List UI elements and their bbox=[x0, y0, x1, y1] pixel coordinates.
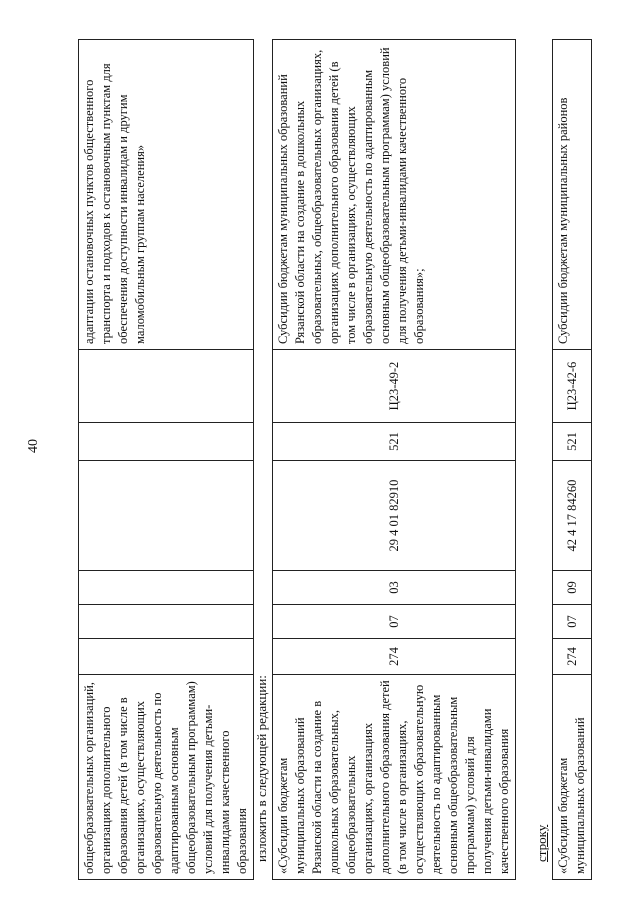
table-row bbox=[273, 40, 516, 880]
grbs-cell bbox=[79, 639, 254, 675]
page-number: 40 bbox=[26, 439, 41, 453]
subsection-cell: 09 bbox=[553, 571, 592, 605]
code-cell bbox=[79, 350, 254, 423]
budget-table-fragment-top bbox=[78, 39, 254, 880]
subsection-cell: 03 bbox=[273, 571, 516, 605]
target-article-cell: 42 4 17 84260 bbox=[553, 461, 592, 571]
table-row bbox=[553, 40, 592, 880]
code-cell: Ц23-49-2 bbox=[273, 350, 516, 423]
expense-name-cell: «Субсидии бюджетам муниципальных образований Рязанской области на создание в дошкольных образовательных, общеобразовательных организациях, организациях дополнительного образования детей (в том числе в организациях, осуществляющих образовательную деятельность по адаптированным основным общеобразовательным программам) условий для получения детьми-инвалидами качественного образования bbox=[273, 675, 516, 880]
expense-name-cell: «Субсидии бюджетам муниципальных образований bbox=[553, 675, 592, 880]
expense-type-cell: 521 bbox=[273, 423, 516, 461]
grbs-cell: 274 bbox=[553, 639, 592, 675]
purpose-cell: Субсидии бюджетам муниципальных образований Рязанской области на создание в дошкольных образовательных, общеобразовательных организациях, организациях дополнительного образования детей (в том числе в организациях, осуществляющих образовательную деятельность по адаптированным основным общеобразовательным программам) условий для получения детьми-инвалидами качественного образования»; bbox=[273, 40, 516, 350]
purpose-cell: адаптации остановочных пунктов общественного транспорта и подходов к остановочным пунктам для обеспечения доступности инвалидам и другим маломобильным группам населения» bbox=[79, 40, 254, 350]
section-cell bbox=[79, 605, 254, 639]
expense-type-cell: 521 bbox=[553, 423, 592, 461]
edit-instruction: изложить в следующей редакции: bbox=[254, 675, 269, 862]
section-cell: 07 bbox=[553, 605, 592, 639]
subsection-cell bbox=[79, 571, 254, 605]
section-cell: 07 bbox=[273, 605, 516, 639]
expense-type-cell bbox=[79, 423, 254, 461]
budget-table-next-row bbox=[552, 39, 592, 880]
target-article-cell: 29 4 01 82910 bbox=[273, 461, 516, 571]
budget-table-new-edition bbox=[272, 39, 516, 880]
edit-instruction-line: строку bbox=[534, 824, 549, 862]
target-article-cell bbox=[79, 461, 254, 571]
expense-name-cell: общеобразовательных организаций, организациях дополнительного образования детей (в том числе в организациях, осуществляющих образовательную деятельность по адаптированным основным общеобразовательным программам) условий для получения детьми-инвалидами качественного образования bbox=[79, 675, 254, 880]
rotated-page-content bbox=[78, 40, 623, 880]
code-cell: Ц23-42-6 bbox=[553, 350, 592, 423]
table-row bbox=[79, 40, 254, 880]
grbs-cell: 274 bbox=[273, 639, 516, 675]
purpose-cell: Субсидии бюджетам муниципальных районов bbox=[553, 40, 592, 350]
